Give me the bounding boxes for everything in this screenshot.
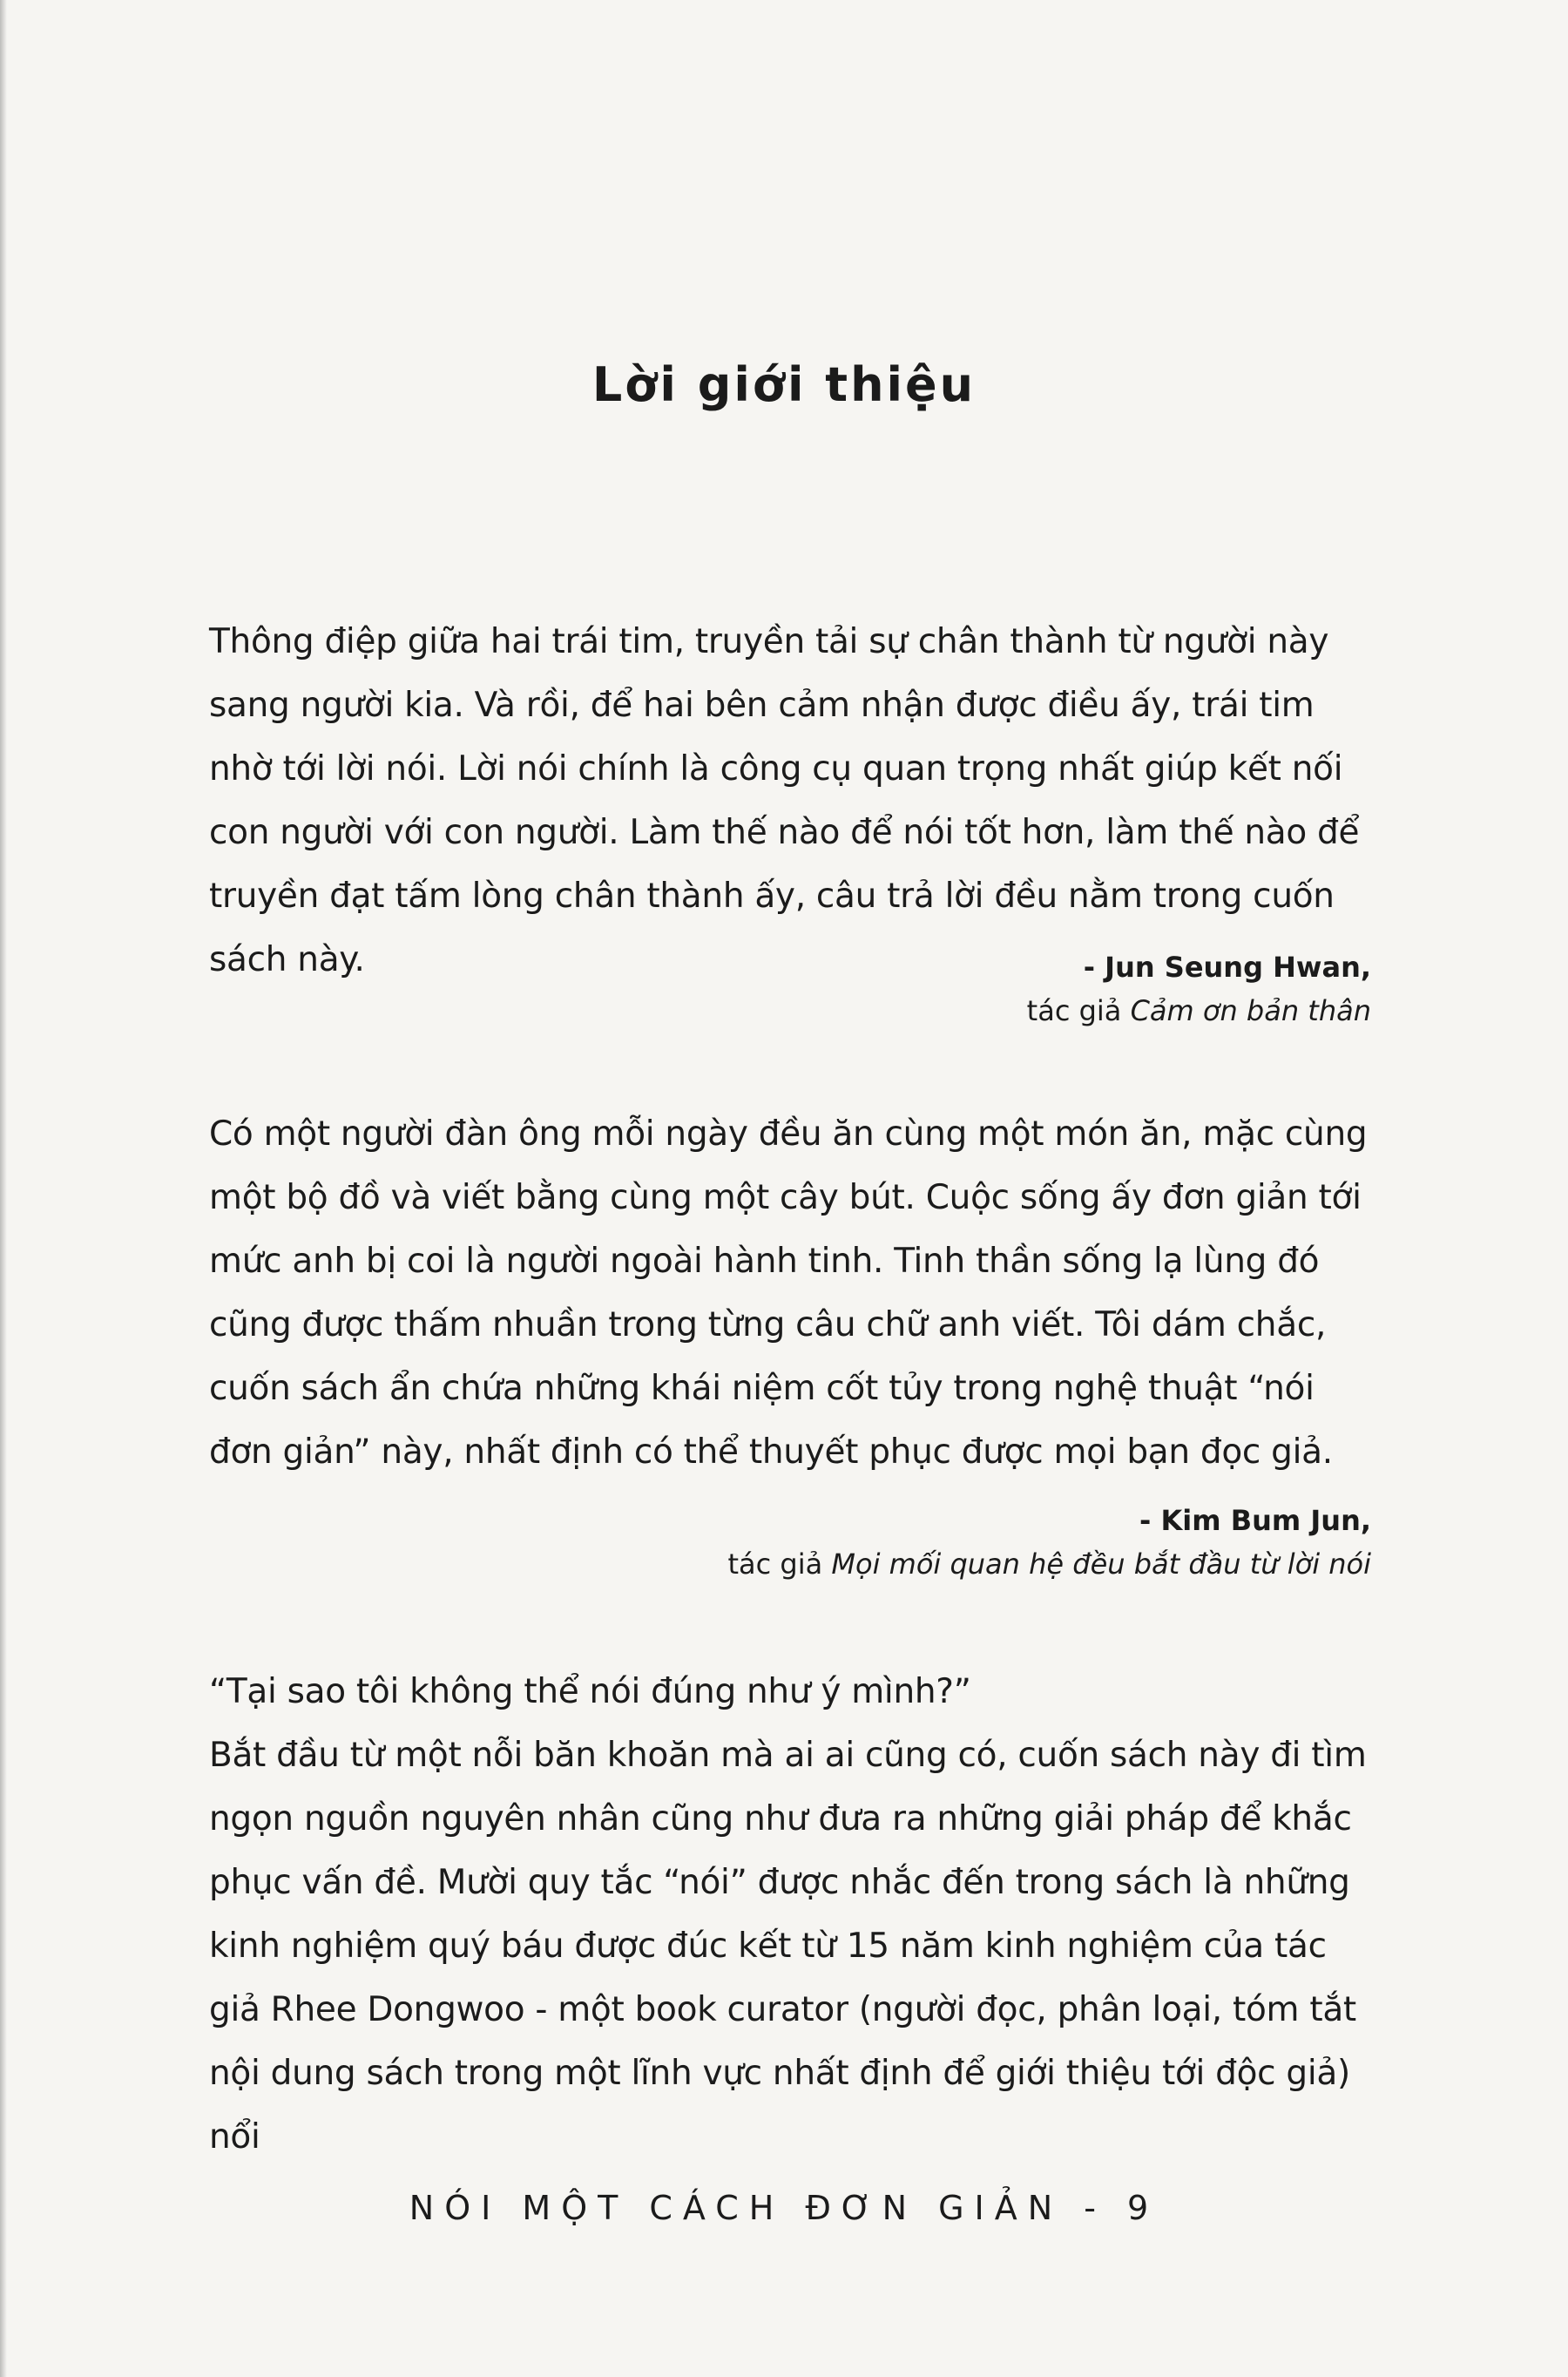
testimonial-1-book: Cảm ơn bản thân <box>1130 994 1371 1027</box>
testimonial-1-role <box>1027 989 1371 1033</box>
testimonial-2-attribution <box>727 1499 1371 1586</box>
testimonial-2-role <box>727 1542 1371 1586</box>
intro-question: “Tại sao tôi không thể nói đúng như ý mình?” <box>209 1672 971 1711</box>
testimonial-1-author: - Jun Seung Hwan, <box>1083 951 1371 984</box>
testimonial-2-text: Có một người đàn ông mỗi ngày đều ăn cùng một món ăn, mặc cùng một bộ đồ và viết bằng cùng một cây bút. Cuộc sống ấy đơn giản tới mức anh bị coi là người ngoài hành tinh. Tinh thần sống lạ lùng đó cũng được thấm nhuần trong từng câu chữ anh viết. Tôi dám chắc, cuốn sách ẩn chứa những khái niệm cốt tủy trong nghệ thuật “nói đơn giản” này, nhất định có thể thuyết phục được mọi bạn đọc giả. <box>209 1114 1368 1472</box>
page-footer: NÓI MỘT CÁCH ĐƠN GIẢN - 9 <box>409 2189 1159 2227</box>
testimonial-2-author: - Kim Bum Jun, <box>1139 1504 1371 1537</box>
testimonial-1-text: Thông điệp giữa hai trái tim, truyền tải sự chân thành từ người này sang người kia. Và rồi, để hai bên cảm nhận được điều ấy, trái tim nhờ tới lời nói. Lời nói chính là công cụ quan trọng nhất giúp kết nối con người với con người. Làm thế nào để nói tốt hơn, làm thế nào để truyền đạt tấm lòng chân thành ấy, câu trả lời đều nằm trong cuốn sách này. <box>209 622 1360 979</box>
testimonial-1-role-prefix: tác giả <box>1026 994 1122 1027</box>
intro-section <box>209 1660 1376 2169</box>
testimonial-2-book: Mọi mối quan hệ đều bắt đầu từ lời nói <box>831 1547 1371 1581</box>
testimonial-2-role-prefix: tác giả <box>727 1547 823 1581</box>
page-title: Lời giới thiệu <box>591 357 977 412</box>
intro-text: Bắt đầu từ một nỗi băn khoăn mà ai ai cũng có, cuốn sách này đi tìm ngọn nguồn nguyên nhân cũng như đưa ra những giải pháp để khắc phục vấn đề. Mười quy tắc “nói” được nhắc đến trong sách là những kinh nghiệm quý báu được đúc kết từ 15 năm kinh nghiệm của tác giả Rhee Dongwoo - một book curator (người đọc, phân loại, tóm tắt nội dung sách trong một lĩnh vực nhất định để giới thiệu tới độc giả) nổi <box>209 1736 1367 2157</box>
testimonial-1-attribution <box>1027 945 1371 1033</box>
